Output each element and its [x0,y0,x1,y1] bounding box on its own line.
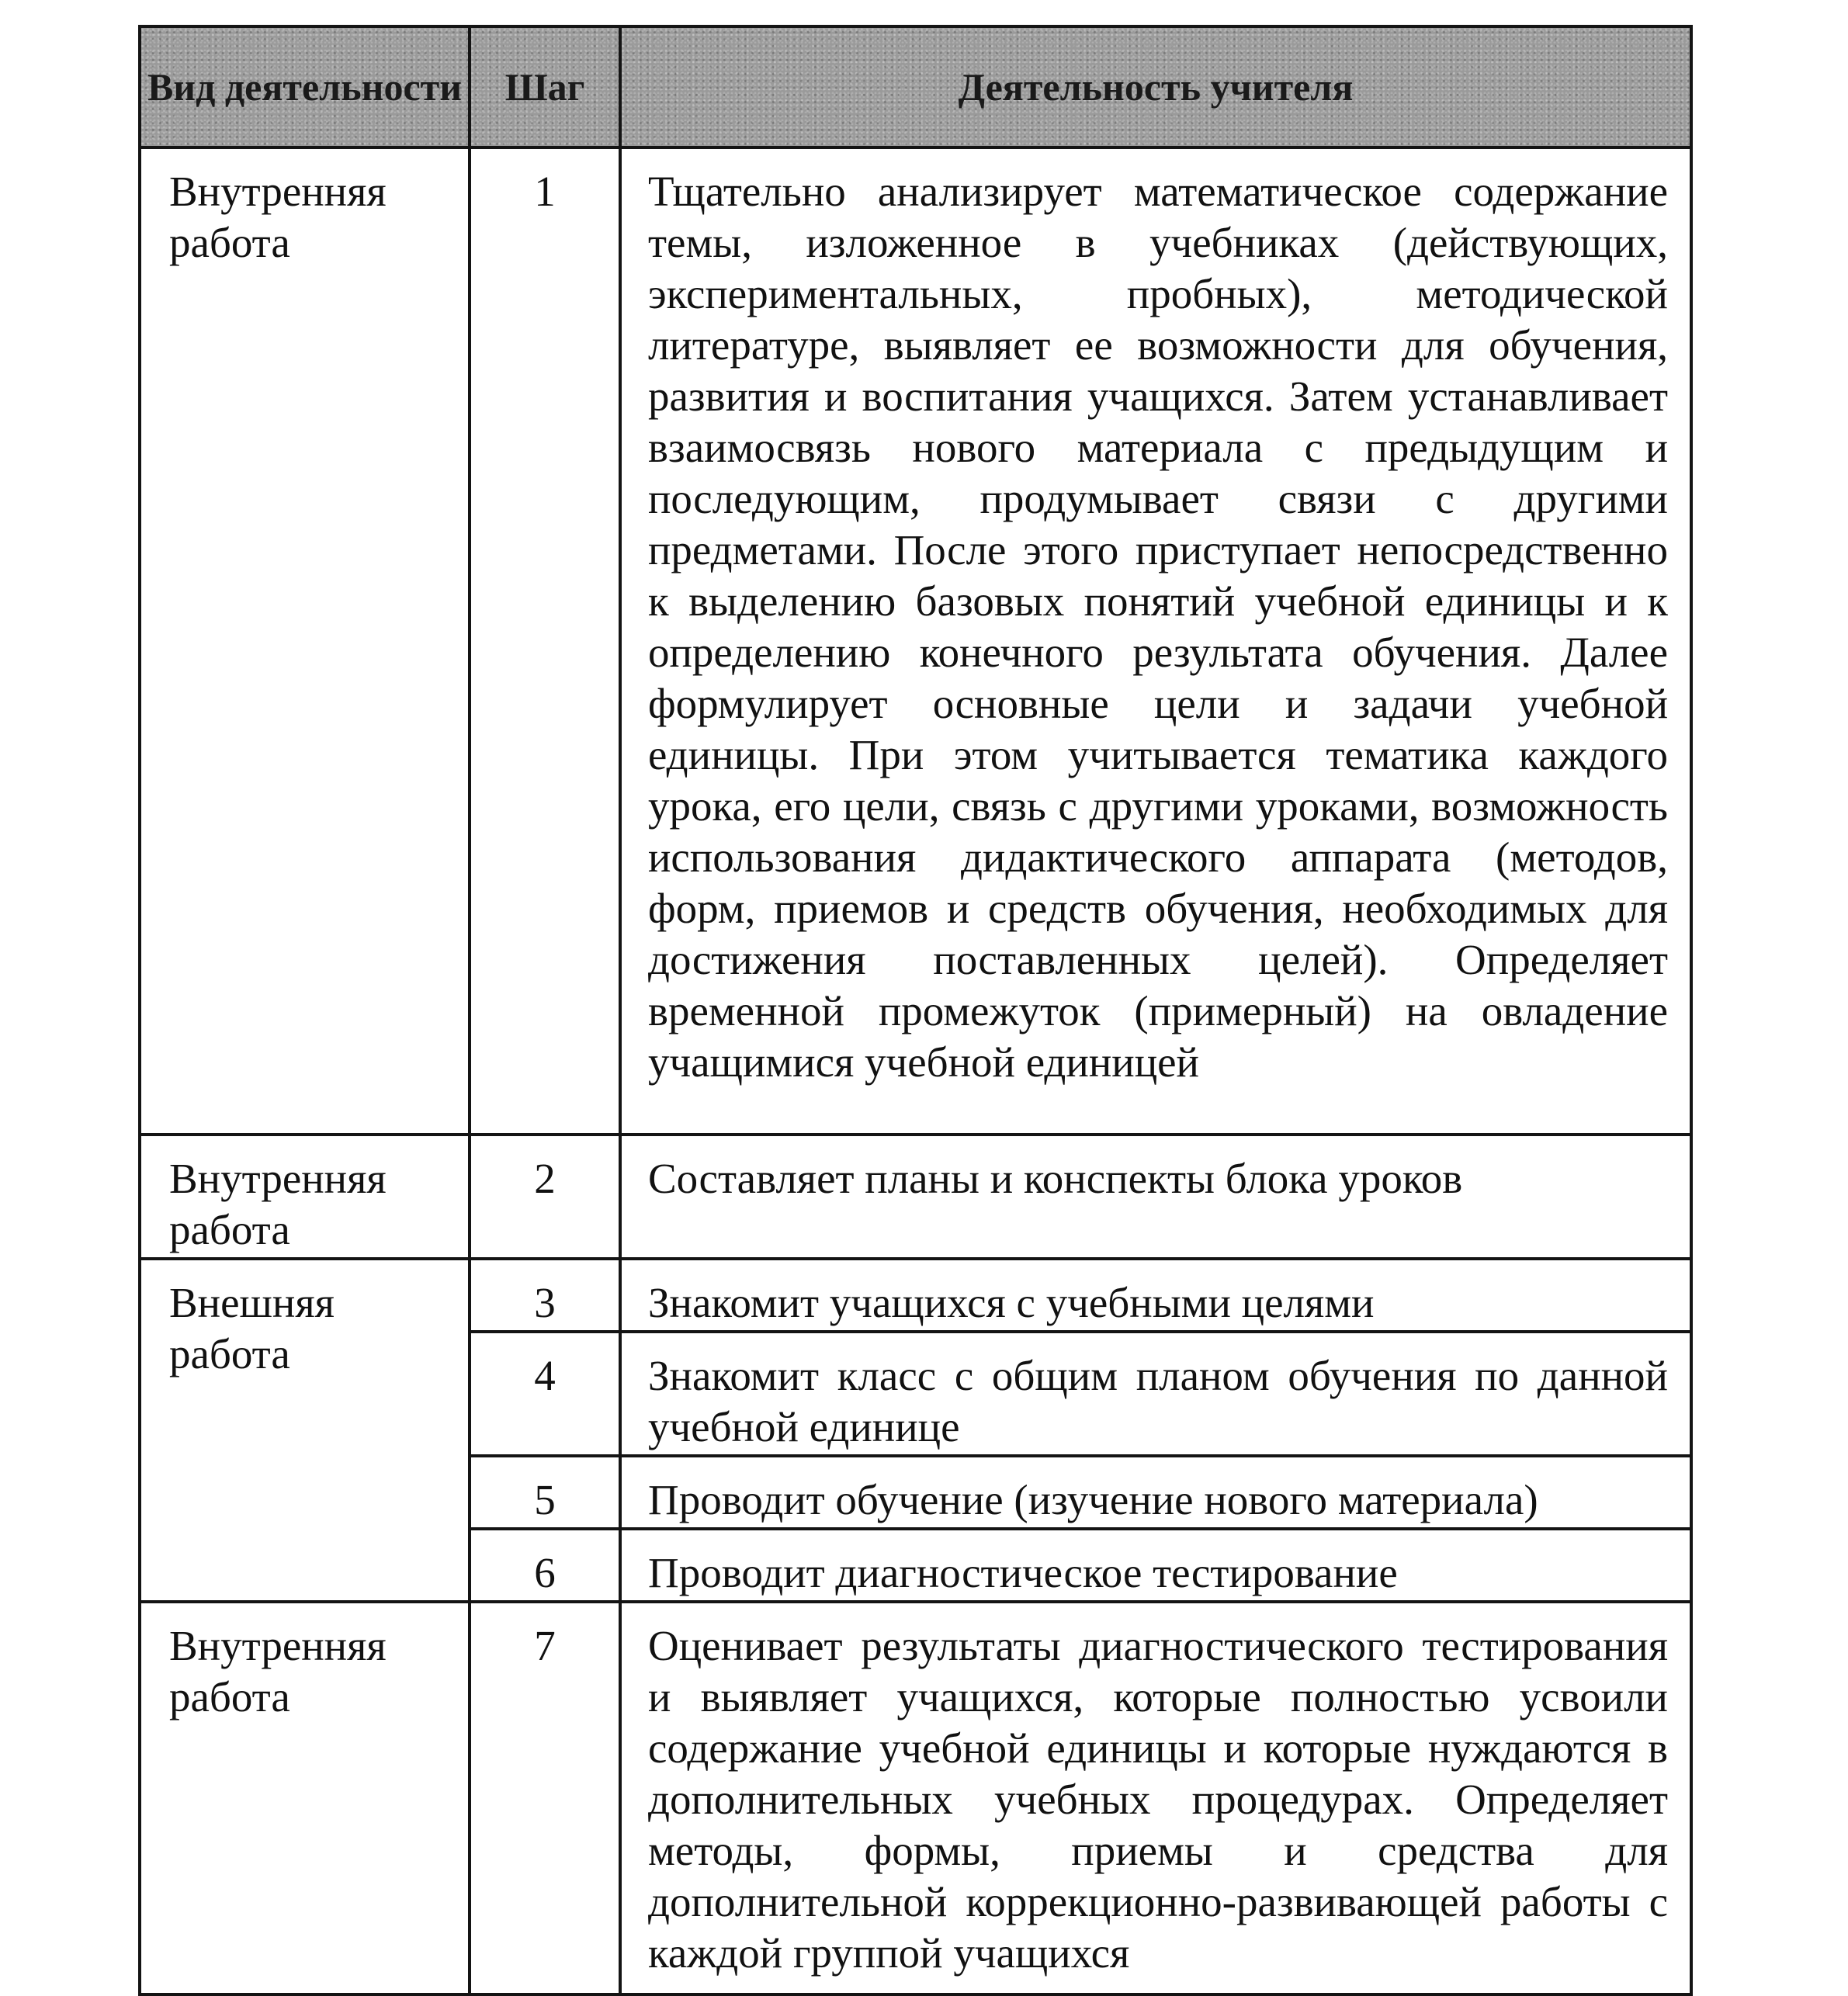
table-row [140,1135,1691,1259]
table-row [140,1259,1691,1332]
step-number-cell: 7 [470,1602,620,1994]
step-number-cell: 1 [470,147,620,1135]
step-number-cell: 4 [470,1332,620,1456]
teacher-activity-cell: Знакомит класс с общим планом обучения по данной учебной единице [620,1332,1691,1456]
teacher-activity-cell: Составляет планы и конспекты блока уроков [620,1135,1691,1259]
activity-kind-cell: Внутренняя работа [140,147,470,1135]
step-number-cell: 2 [470,1135,620,1259]
activity-kind-cell: Внешняя работа [140,1259,470,1602]
header-teacher-activity: Деятельность учителя [620,26,1691,147]
header-activity-kind: Вид деятельности [140,26,470,147]
step-number-cell: 5 [470,1456,620,1529]
table-row [140,147,1691,1135]
teacher-activity-cell: Проводит диагностическое тестирование [620,1529,1691,1602]
step-number-cell: 6 [470,1529,620,1602]
teacher-activity-cell: Знакомит учащихся с учебными целями [620,1259,1691,1332]
activity-kind-cell: Внутренняя работа [140,1135,470,1259]
header-step: Шаг [470,26,620,147]
table-body [140,147,1691,1994]
table-row [140,1602,1691,1994]
teacher-activity-table [138,25,1693,1996]
teacher-activity-cell: Тщательно анализирует математическое содержание темы, изложенное в учебниках (действующих, экспериментальных, пробных), методической литературе, выявляет ее возможности для обучения, развития и воспитания учащихся. Затем устанавливает взаимосвязь нового материала с предыдущим и последующим, продумывает связи с другими предметами. После этого приступает непосредственно к выделению базовых понятий учебной единицы и к определению конечного результата обучения. Далее формулирует основные цели и задачи учебной единицы. При этом учитывается тематика каждого урока, его цели, связь с другими уроками, возможность использования дидактического аппарата (методов, форм, приемов и средств обучения, необходимых для достижения поставленных целей). Определяет временной промежуток (примерный) на овладение учащимися учебной единицей [620,147,1691,1135]
teacher-activity-cell: Проводит обучение (изучение нового материала) [620,1456,1691,1529]
header-row [140,26,1691,147]
step-number-cell: 3 [470,1259,620,1332]
activity-kind-cell: Внутренняя работа [140,1602,470,1994]
table-header [140,26,1691,147]
teacher-activity-cell: Оценивает результаты диагностического тестирования и выявляет учащихся, которые полностью усвоили содержание учебной единицы и которые нуждаются в дополнительных учебных процедурах. Определяет методы, формы, приемы и средства для дополнительной коррекционно-развивающей работы с каждой группой учащихся [620,1602,1691,1994]
